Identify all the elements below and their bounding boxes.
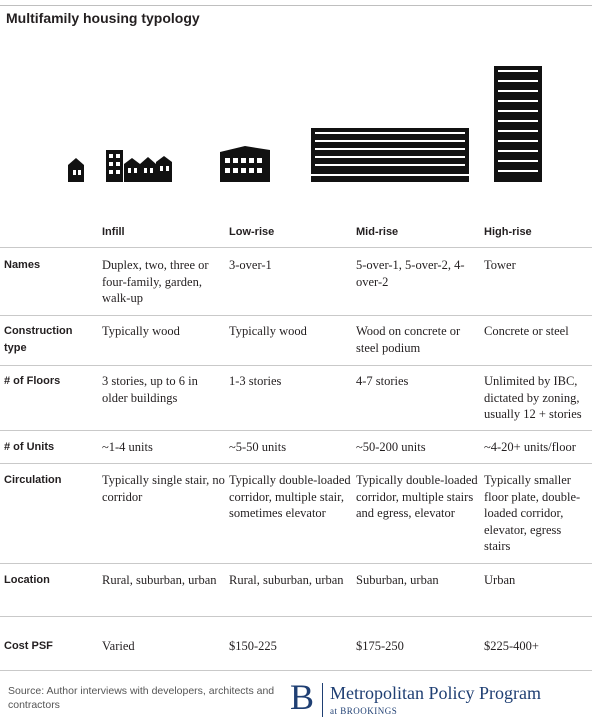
table-cell: 3-over-1	[229, 258, 272, 272]
midrise-building-illustration	[311, 128, 469, 182]
table-cell: 4-7 stories	[356, 374, 409, 388]
table-cell: Typically smaller floor plate, double-loaded corridor, elevator, egress stairs	[484, 473, 581, 553]
table-cell: Rural, suburban, urban	[102, 573, 217, 587]
row-label-cost-psf: Cost PSF	[4, 640, 53, 652]
row-divider	[0, 670, 592, 671]
table-cell: 1-3 stories	[229, 374, 282, 388]
table-cell: Typically single stair, no corridor	[102, 473, 225, 504]
row-divider	[0, 563, 592, 564]
table-cell: $150-225	[229, 639, 277, 653]
brookings-logo-letter: B	[290, 677, 315, 717]
table-cell: 3 stories, up to 6 in older buildings	[102, 374, 198, 405]
table-cell: Urban	[484, 573, 516, 587]
table-cell: $175-250	[356, 639, 404, 653]
row-label-names: Names	[4, 259, 41, 271]
row-divider	[0, 315, 592, 316]
table-cell: ~4-20+ units/floor	[484, 440, 576, 454]
table-cell: Typically wood	[229, 324, 307, 338]
table-cell: Concrete or steel	[484, 324, 569, 338]
row-label-circulation: Circulation	[4, 474, 62, 486]
table-cell: 5-over-1, 5-over-2, 4-over-2	[356, 258, 465, 289]
row-divider	[0, 430, 592, 431]
table-cell: Duplex, two, three or four-family, garden, walk-up	[102, 258, 209, 305]
column-header-low-rise: Low-rise	[229, 226, 275, 238]
table-cell: Tower	[484, 258, 516, 272]
table-cell: $225-400+	[484, 639, 539, 653]
table-cell: Typically wood	[102, 324, 180, 338]
title-top-rule	[0, 5, 592, 6]
lowrise-building-illustration	[220, 146, 270, 182]
logo-program-name: Metropolitan Policy Program	[330, 683, 541, 703]
row-label-units: # of Units	[4, 441, 55, 453]
table-cell: Wood on concrete or steel podium	[356, 324, 461, 355]
logo-subtitle: at BROOKINGS	[330, 706, 398, 716]
row-divider	[0, 463, 592, 464]
row-label-construction-type: Construction type	[4, 325, 73, 354]
table-cell: Varied	[102, 639, 135, 653]
row-divider	[0, 365, 592, 366]
highrise-building-illustration	[494, 66, 542, 182]
source-note: Source: Author interviews with developers, architects and contractors	[8, 685, 275, 711]
row-divider	[0, 247, 592, 248]
row-divider	[0, 616, 592, 617]
column-header-mid-rise: Mid-rise	[356, 226, 399, 238]
row-label-location: Location	[4, 574, 50, 586]
table-cell: ~1-4 units	[102, 440, 153, 454]
table-cell: Suburban, urban	[356, 573, 439, 587]
page-title: Multifamily housing typology	[6, 10, 200, 26]
table-cell: Rural, suburban, urban	[229, 573, 344, 587]
table-cell: Unlimited by IBC, dictated by zoning, usually 12 + stories	[484, 374, 582, 421]
building-illustrations	[0, 40, 592, 190]
table-cell: Typically double-loaded corridor, multiple stairs and egress, elevator	[356, 473, 478, 520]
table-cell: ~50-200 units	[356, 440, 426, 454]
table-cell: ~5-50 units	[229, 440, 287, 454]
column-header-infill: Infill	[102, 226, 125, 238]
logo-divider	[322, 683, 323, 717]
table-cell: Typically double-loaded corridor, multiple stair, sometimes elevator	[229, 473, 351, 520]
row-label-floors: # of Floors	[4, 375, 61, 387]
column-header-high-rise: High-rise	[484, 226, 532, 238]
